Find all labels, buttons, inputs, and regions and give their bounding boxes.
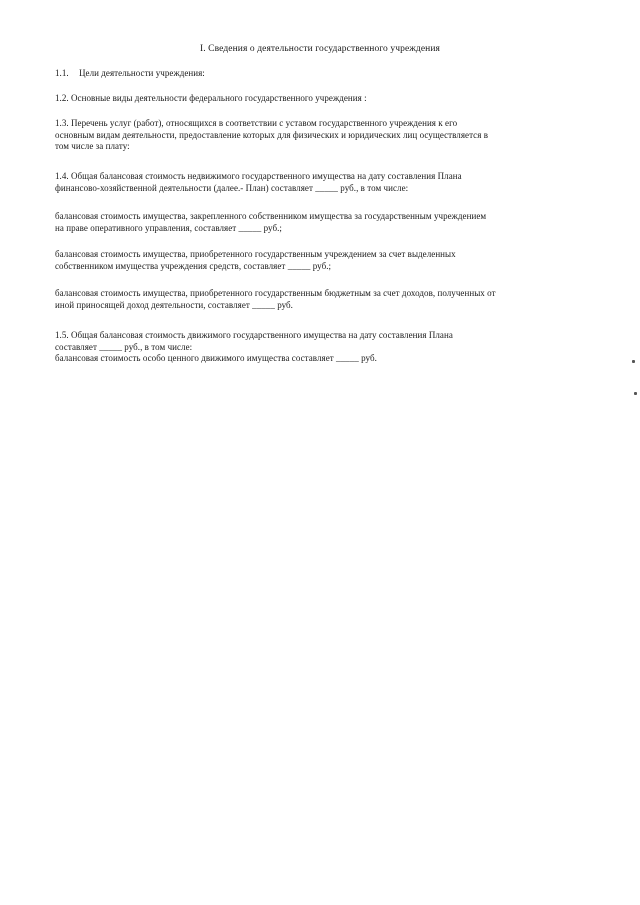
item-1-3-line-2: основным видам деятельности, предоставление которых для физических и юридических лиц осуществляется в [55,129,489,140]
item-1-4 [55,171,575,194]
scan-speck [634,392,637,395]
item-1-4-a-line-2: на праве оперативного управления, составляет _____ руб.; [55,222,282,233]
item-1-3-line-1: 1.3. Перечень услуг (работ), относящихся в соответствии с уставом государственного учреждения к его [55,118,458,128]
item-1-4-c-line-2: иной приносящей доход деятельности, составляет _____ руб. [55,299,293,310]
item-1-1-number: 1.1. [55,68,69,78]
item-1-3 [55,118,575,153]
item-1-5 [55,330,575,365]
item-1-2 [55,93,575,105]
item-1-1-text: Цели деятельности учреждения: [79,68,205,78]
item-1-5-line-2: составляет _____ руб., в том числе: [55,341,193,352]
item-1-4-a [55,211,575,234]
item-1-2-line-1: 1.2. Основные виды деятельности федерального государственного учреждения : [55,93,367,103]
item-1-5-line-1: 1.5. Общая балансовая стоимость движимого государственного имущества на дату составления Плана [55,330,453,340]
item-1-4-b-line-1: балансовая стоимость имущества, приобретенного государственным учреждением за счет выделенных [55,249,456,259]
scan-speck [632,360,635,363]
section-heading: I. Сведения о деятельности государственного учреждения [199,44,441,54]
item-1-4-c [55,288,575,311]
item-1-4-c-line-1: балансовая стоимость имущества, приобретенного государственным бюджетным за счет доходов, полученных от [55,288,496,298]
item-1-3-line-3: том числе за плату: [55,141,130,151]
item-1-4-b-line-2: собственником имущества учреждения средств, составляет _____ руб.; [55,260,332,271]
item-1-1-line [55,68,575,80]
item-1-4-a-line-1: балансовая стоимость имущества, закрепленного собственником имущества за государственным учреждением [55,211,487,221]
item-1-4-line-1: 1.4. Общая балансовая стоимость недвижимого государственного имущества на дату составления Плана [55,171,462,181]
item-1-1 [55,68,575,80]
item-1-4-b [55,249,575,272]
item-1-4-line-2: финансово-хозяйственной деятельности (далее.- План) составляет _____ руб., в том числе: [55,182,409,193]
item-1-5-line-3: балансовая стоимость особо ценного движимого имущества составляет _____ руб. [55,353,377,363]
